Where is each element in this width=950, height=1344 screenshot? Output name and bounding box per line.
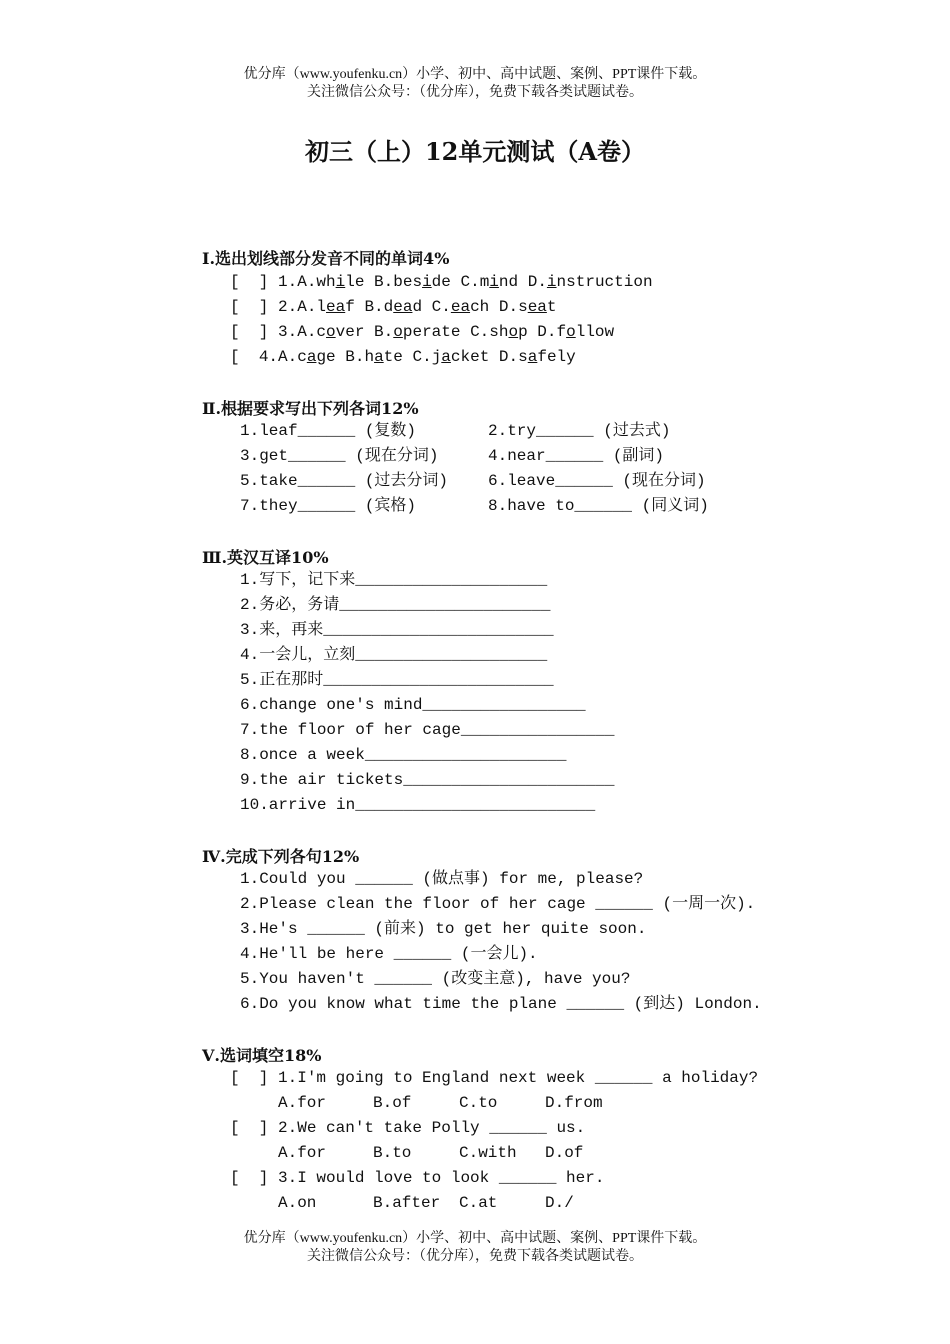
sentence-item: 6.Do you know what time the plane ______ (到达) London. xyxy=(240,995,762,1013)
section-4-title: Ⅳ.完成下列各句12% xyxy=(202,847,360,866)
choice-option: A.on xyxy=(278,1194,317,1212)
underlined-letters: ea xyxy=(393,298,413,316)
underlined-letters: o xyxy=(566,323,576,341)
sentence-item: 3.He's ______ (前来) to get her quite soon. xyxy=(240,920,647,938)
choice-option: C.with xyxy=(459,1144,517,1162)
question-number: 2. xyxy=(278,298,298,316)
option-text: D. xyxy=(527,273,547,291)
page-header xyxy=(0,66,950,102)
underlined-letters: o xyxy=(326,323,336,341)
option-text: B.d xyxy=(364,298,394,316)
option-text: d xyxy=(412,298,432,316)
underlined-letters: ea xyxy=(450,298,471,316)
question-line xyxy=(230,297,566,317)
option-text: B.h xyxy=(345,348,375,366)
option-text: A.l xyxy=(297,298,327,316)
option-text: te xyxy=(383,348,413,366)
underlined-letters: i xyxy=(422,273,432,291)
option-text: de xyxy=(431,273,461,291)
option-text: ge xyxy=(316,348,346,366)
option-text: p xyxy=(518,323,538,341)
underlined-letters: i xyxy=(546,273,557,291)
sentence-item: 4.He'll be here ______ (一会儿). xyxy=(240,945,538,963)
option-text: nd xyxy=(498,273,528,291)
option-text: perate xyxy=(402,323,471,341)
answer-bracket: [ ] xyxy=(230,323,279,341)
sentence-item: 2.Please clean the floor of her cage ______ (一周一次). xyxy=(240,895,756,913)
section-2-title: Ⅱ.根据要求写出下列各词12% xyxy=(202,399,419,418)
option-text: A.wh xyxy=(297,273,336,291)
header-line-2: 关注微信公众号：（优分库），免费下载各类试题试卷。 xyxy=(307,85,643,100)
underlined-letters: a xyxy=(441,348,451,366)
word-form-item: 3.get______ (现在分词) xyxy=(240,447,439,465)
word-form-item: 6.leave______ (现在分词) xyxy=(488,472,706,490)
translation-item: 6.change one's mind_________________ xyxy=(240,696,586,714)
option-text: C.sh xyxy=(470,323,509,341)
section-5-title: Ⅴ.选词填空18% xyxy=(202,1046,322,1065)
question-line xyxy=(230,322,624,342)
choice-question: [ ] 2.We can't take Polly ______ us. xyxy=(230,1119,586,1137)
translation-item: 9.the air tickets______________________ xyxy=(240,771,615,789)
choice-option: D.of xyxy=(545,1144,584,1162)
word-form-item: 4.near______ (副词) xyxy=(488,447,665,465)
option-text: t xyxy=(546,298,567,316)
choice-question: [ ] 3.I would love to look ______ her. xyxy=(230,1169,605,1187)
underlined-letters: a xyxy=(306,348,317,366)
word-form-item: 7.they______ (宾格) xyxy=(240,497,417,515)
option-text: B.bes xyxy=(374,273,423,291)
choice-option: A.for xyxy=(278,1144,327,1162)
option-text: le xyxy=(345,273,375,291)
word-form-item: 2.try______ (过去式) xyxy=(488,422,671,440)
choice-option: C.to xyxy=(459,1094,498,1112)
answer-bracket: [ xyxy=(230,348,259,366)
option-text: C.j xyxy=(412,348,442,366)
underlined-letters: a xyxy=(374,348,384,366)
question-number: 3. xyxy=(278,323,298,341)
choice-option: A.for xyxy=(278,1094,327,1112)
choice-question: [ ] 1.I'm going to England next week ______ a holiday? xyxy=(230,1069,759,1087)
word-form-item: 8.have to______ (同义词) xyxy=(488,497,709,515)
choice-option: B.to xyxy=(373,1144,412,1162)
choice-option: D.from xyxy=(545,1094,603,1112)
page-title: 初三（上）12单元测试（A卷） xyxy=(304,137,646,166)
word-form-item: 1.leaf______ (复数) xyxy=(240,422,417,440)
underlined-letters: o xyxy=(393,323,403,341)
option-text: D.s xyxy=(498,298,528,316)
option-text: nstruction xyxy=(556,273,663,291)
translation-item: 1.写下，记下来____________________ xyxy=(240,571,548,589)
translation-item: 5.正在那时________________________ xyxy=(240,671,554,689)
option-text: fely xyxy=(537,348,586,366)
footer-line-1: 优分库（www.youfenku.cn）小学、初中、高中试题、案例、PPT课件下载。 xyxy=(243,1231,707,1246)
translation-item: 2.务必，务请______________________ xyxy=(240,596,551,614)
option-text: llow xyxy=(575,323,624,341)
option-text: D.f xyxy=(537,323,567,341)
word-form-item: 5.take______ (过去分词) xyxy=(240,472,449,490)
footer-line-2: 关注微信公众号：（优分库），免费下载各类试题试卷。 xyxy=(307,1249,643,1264)
translation-item: 10.arrive in_________________________ xyxy=(240,796,596,814)
header-line-1: 优分库（www.youfenku.cn）小学、初中、高中试题、案例、PPT课件下载。 xyxy=(243,67,707,82)
page-footer xyxy=(0,1230,950,1266)
underlined-letters: o xyxy=(508,323,519,341)
option-text: A.c xyxy=(278,348,307,366)
underlined-letters: ea xyxy=(326,298,346,316)
sentence-item: 5.You haven't ______ (改变主意), have you? xyxy=(240,970,631,988)
translation-item: 8.once a week_____________________ xyxy=(240,746,567,764)
answer-bracket: [ ] xyxy=(230,298,279,316)
choice-option: B.after xyxy=(373,1194,441,1212)
option-text: ch xyxy=(470,298,499,316)
question-line xyxy=(230,347,585,367)
option-text: C.m xyxy=(460,273,490,291)
sentence-item: 1.Could you ______ (做点事) for me, please? xyxy=(240,870,644,888)
option-text: D.s xyxy=(498,348,528,366)
choice-option: B.of xyxy=(373,1094,412,1112)
option-text: C. xyxy=(431,298,451,316)
underlined-letters: a xyxy=(527,348,538,366)
option-text: ver xyxy=(335,323,375,341)
answer-bracket: [ ] xyxy=(230,273,279,291)
choice-option: C.at xyxy=(459,1194,498,1212)
translation-item: 7.the floor of her cage________________ xyxy=(240,721,615,739)
underlined-letters: ea xyxy=(527,298,547,316)
underlined-letters: i xyxy=(489,273,499,291)
question-number: 4. xyxy=(258,348,279,366)
option-text: cket xyxy=(450,348,499,366)
option-text: A.c xyxy=(297,323,327,341)
section-1-title: Ⅰ.选出划线部分发音不同的单词4% xyxy=(202,249,450,268)
question-line xyxy=(230,272,662,292)
question-number: 1. xyxy=(278,273,298,291)
option-text: B. xyxy=(374,323,394,341)
choice-option: D./ xyxy=(545,1194,574,1212)
option-text: f xyxy=(345,298,365,316)
underlined-letters: i xyxy=(335,273,346,291)
translation-item: 3.来，再来________________________ xyxy=(240,621,554,639)
section-3-title: Ⅲ.英汉互译10% xyxy=(202,548,329,567)
translation-item: 4.一会儿，立刻____________________ xyxy=(240,646,548,664)
